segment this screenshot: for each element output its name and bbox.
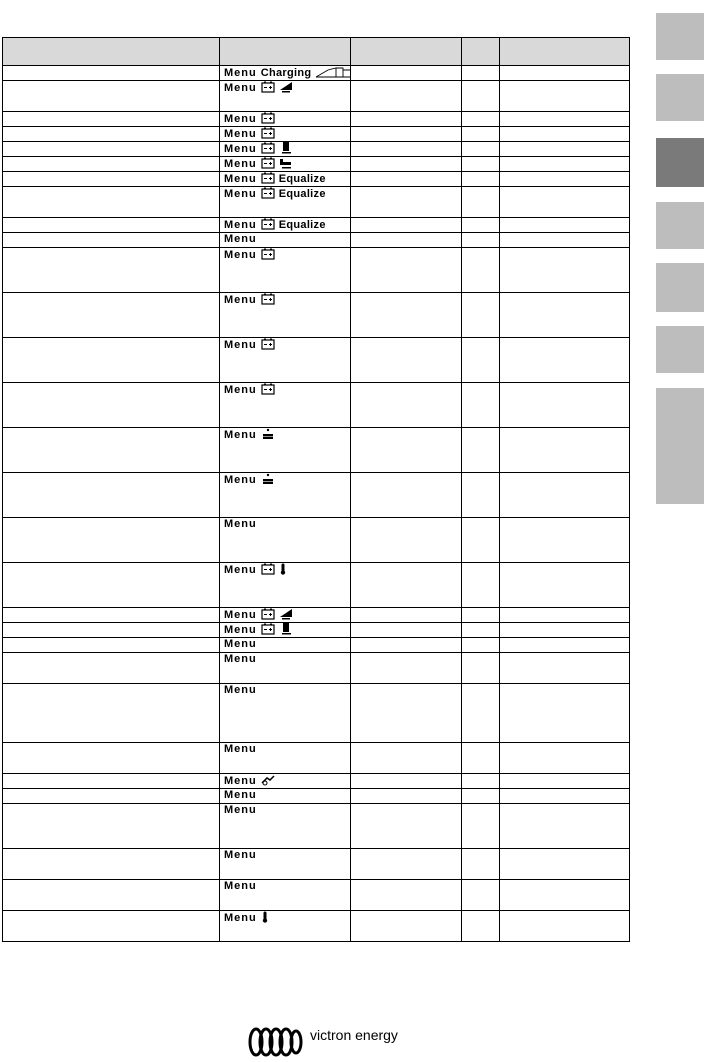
- solar-panel-icon: [261, 473, 275, 485]
- menu-path-cell: [220, 428, 351, 473]
- default-cell: [351, 684, 462, 743]
- battery-icon: [261, 187, 275, 199]
- menu-path-cell: [220, 849, 351, 880]
- default-cell: [351, 789, 462, 804]
- range-cell: [500, 112, 630, 127]
- unit-cell: [462, 293, 500, 338]
- description-cell: [3, 849, 220, 880]
- range-cell: [500, 293, 630, 338]
- menu-extra-label: Charging: [260, 67, 312, 79]
- range-cell: [500, 911, 630, 942]
- range-cell: [500, 789, 630, 804]
- table-row: [3, 293, 630, 338]
- table-row: [3, 248, 630, 293]
- unit-cell: [462, 112, 500, 127]
- menu-label: Menu: [224, 789, 257, 801]
- battery-icon: [261, 142, 275, 154]
- table-row: [3, 608, 630, 623]
- description-cell: [3, 187, 220, 218]
- description-cell: [3, 473, 220, 518]
- range-cell: [500, 638, 630, 653]
- default-cell: [351, 233, 462, 248]
- range-cell: [500, 218, 630, 233]
- table-row: [3, 142, 630, 157]
- default-cell: [351, 638, 462, 653]
- menu-path-cell: [220, 684, 351, 743]
- description-cell: [3, 623, 220, 638]
- float-icon: [279, 157, 293, 169]
- menu-label: Menu: [224, 143, 257, 155]
- description-cell: [3, 127, 220, 142]
- menu-label: Menu: [224, 384, 257, 396]
- bulk-icon: [279, 608, 293, 620]
- table-row: [3, 383, 630, 428]
- range-cell: [500, 81, 630, 112]
- menu-label: Menu: [224, 158, 257, 170]
- default-cell: [351, 383, 462, 428]
- default-cell: [351, 172, 462, 187]
- menu-label: Menu: [224, 775, 257, 787]
- table-row: [3, 743, 630, 774]
- range-cell: [500, 743, 630, 774]
- description-cell: [3, 142, 220, 157]
- unit-cell: [462, 81, 500, 112]
- table-row: [3, 880, 630, 911]
- default-cell: [351, 563, 462, 608]
- default-cell: [351, 81, 462, 112]
- battery-icon: [261, 383, 275, 395]
- battery-icon: [261, 338, 275, 350]
- menu-path-cell: [220, 127, 351, 142]
- battery-icon: [261, 81, 275, 93]
- menu-label: Menu: [224, 638, 257, 650]
- battery-icon: [261, 127, 275, 139]
- description-cell: [3, 638, 220, 653]
- range-cell: [500, 248, 630, 293]
- default-cell: [351, 608, 462, 623]
- side-tab-6: [656, 326, 704, 373]
- table-row: [3, 157, 630, 172]
- menu-label: Menu: [224, 880, 257, 892]
- battery-icon: [261, 218, 275, 230]
- menu-label: Menu: [224, 173, 257, 185]
- menu-extra-label: Equalize: [278, 188, 326, 200]
- table-row: [3, 911, 630, 942]
- default-cell: [351, 804, 462, 849]
- table-row: [3, 218, 630, 233]
- default-cell: [351, 774, 462, 789]
- menu-path-cell: [220, 804, 351, 849]
- unit-cell: [462, 218, 500, 233]
- default-cell: [351, 653, 462, 684]
- range-cell: [500, 804, 630, 849]
- default-cell: [351, 142, 462, 157]
- table-row: [3, 233, 630, 248]
- side-tab-1: [656, 13, 704, 60]
- menu-label: Menu: [224, 188, 257, 200]
- menu-path-cell: [220, 789, 351, 804]
- menu-path-cell: [220, 623, 351, 638]
- unit-cell: [462, 338, 500, 383]
- side-tab-4: [656, 202, 704, 249]
- unit-cell: [462, 608, 500, 623]
- unit-cell: [462, 518, 500, 563]
- battery-icon: [261, 112, 275, 124]
- menu-path-cell: [220, 473, 351, 518]
- menu-label: Menu: [224, 743, 257, 755]
- side-tab-3: [656, 138, 704, 187]
- default-cell: [351, 157, 462, 172]
- battery-icon: [261, 157, 275, 169]
- brand-name: victron energy: [310, 1027, 398, 1043]
- menu-path-cell: [220, 743, 351, 774]
- description-cell: [3, 608, 220, 623]
- menu-path-cell: [220, 172, 351, 187]
- table-row: [3, 518, 630, 563]
- menu-label: Menu: [224, 624, 257, 636]
- description-cell: [3, 774, 220, 789]
- relay-icon: [261, 774, 275, 786]
- solar-panel-icon: [261, 428, 275, 440]
- description-cell: [3, 743, 220, 774]
- range-cell: [500, 608, 630, 623]
- range-cell: [500, 653, 630, 684]
- menu-label: Menu: [224, 804, 257, 816]
- bulk-icon: [279, 81, 293, 93]
- table-row: [3, 112, 630, 127]
- range-cell: [500, 563, 630, 608]
- range-cell: [500, 623, 630, 638]
- menu-label: Menu: [224, 684, 257, 696]
- table-row: [3, 684, 630, 743]
- menu-path-cell: [220, 66, 351, 81]
- description-cell: [3, 172, 220, 187]
- menu-label: Menu: [224, 564, 257, 576]
- table-row: [3, 653, 630, 684]
- default-cell: [351, 66, 462, 81]
- default-cell: [351, 473, 462, 518]
- description-cell: [3, 911, 220, 942]
- side-tab-7: [656, 388, 704, 504]
- table-row: [3, 172, 630, 187]
- unit-cell: [462, 623, 500, 638]
- description-cell: [3, 293, 220, 338]
- menu-path-cell: [220, 774, 351, 789]
- menu-label: Menu: [224, 128, 257, 140]
- footer-logo: [246, 1026, 416, 1058]
- description-cell: [3, 338, 220, 383]
- unit-cell: [462, 804, 500, 849]
- unit-cell: [462, 684, 500, 743]
- unit-cell: [462, 911, 500, 942]
- menu-path-cell: [220, 338, 351, 383]
- table-row: [3, 66, 630, 81]
- menu-label: Menu: [224, 609, 257, 621]
- table-row: [3, 849, 630, 880]
- header-cell-range: [500, 38, 630, 66]
- menu-path-cell: [220, 653, 351, 684]
- range-cell: [500, 66, 630, 81]
- description-cell: [3, 81, 220, 112]
- battery-icon: [261, 608, 275, 620]
- range-cell: [500, 383, 630, 428]
- range-cell: [500, 774, 630, 789]
- range-cell: [500, 518, 630, 563]
- menu-path-cell: [220, 233, 351, 248]
- range-cell: [500, 233, 630, 248]
- range-cell: [500, 157, 630, 172]
- description-cell: [3, 112, 220, 127]
- default-cell: [351, 112, 462, 127]
- description-cell: [3, 157, 220, 172]
- side-tab-5: [656, 263, 704, 312]
- description-cell: [3, 518, 220, 563]
- menu-path-cell: [220, 157, 351, 172]
- table-row: [3, 804, 630, 849]
- table-row: [3, 563, 630, 608]
- menu-extra-label: Equalize: [278, 219, 326, 231]
- range-cell: [500, 473, 630, 518]
- default-cell: [351, 187, 462, 218]
- menu-label: Menu: [224, 219, 257, 231]
- table-row: [3, 623, 630, 638]
- menu-path-cell: [220, 608, 351, 623]
- description-cell: [3, 248, 220, 293]
- default-cell: [351, 623, 462, 638]
- range-cell: [500, 127, 630, 142]
- range-cell: [500, 880, 630, 911]
- default-cell: [351, 911, 462, 942]
- side-tab-2: [656, 74, 704, 121]
- description-cell: [3, 789, 220, 804]
- unit-cell: [462, 653, 500, 684]
- menu-path-cell: [220, 518, 351, 563]
- unit-cell: [462, 638, 500, 653]
- menu-path-cell: [220, 383, 351, 428]
- unit-cell: [462, 774, 500, 789]
- unit-cell: [462, 187, 500, 218]
- menu-label: Menu: [224, 113, 257, 125]
- default-cell: [351, 293, 462, 338]
- menu-label: Menu: [224, 429, 257, 441]
- header-cell-default: [351, 38, 462, 66]
- description-cell: [3, 233, 220, 248]
- table-row: [3, 81, 630, 112]
- default-cell: [351, 518, 462, 563]
- battery-icon: [261, 293, 275, 305]
- menu-path-cell: [220, 911, 351, 942]
- description-cell: [3, 804, 220, 849]
- description-cell: [3, 684, 220, 743]
- description-cell: [3, 428, 220, 473]
- menu-path-cell: [220, 638, 351, 653]
- menu-label: Menu: [224, 233, 257, 245]
- unit-cell: [462, 66, 500, 81]
- unit-cell: [462, 157, 500, 172]
- unit-cell: [462, 172, 500, 187]
- table-row: [3, 187, 630, 218]
- description-cell: [3, 563, 220, 608]
- battery-icon: [261, 172, 275, 184]
- table-row: [3, 789, 630, 804]
- menu-label: Menu: [224, 339, 257, 351]
- menu-path-cell: [220, 142, 351, 157]
- absorption-icon: [279, 623, 293, 635]
- battery-icon: [261, 248, 275, 260]
- description-cell: [3, 218, 220, 233]
- unit-cell: [462, 248, 500, 293]
- menu-label: Menu: [224, 518, 257, 530]
- menu-path-cell: [220, 293, 351, 338]
- menu-path-cell: [220, 880, 351, 911]
- battery-icon: [261, 623, 275, 635]
- menu-label: Menu: [224, 294, 257, 306]
- table-row: [3, 473, 630, 518]
- default-cell: [351, 127, 462, 142]
- menu-label: Menu: [224, 849, 257, 861]
- menu-label: Menu: [224, 653, 257, 665]
- table-row: [3, 638, 630, 653]
- menu-label: Menu: [224, 249, 257, 261]
- charge-curve-icon: [315, 66, 350, 78]
- range-cell: [500, 684, 630, 743]
- table-row: [3, 127, 630, 142]
- unit-cell: [462, 473, 500, 518]
- default-cell: [351, 849, 462, 880]
- range-cell: [500, 142, 630, 157]
- default-cell: [351, 743, 462, 774]
- description-cell: [3, 383, 220, 428]
- description-cell: [3, 880, 220, 911]
- table-header-row: [3, 38, 630, 66]
- default-cell: [351, 218, 462, 233]
- menu-label: Menu: [224, 67, 257, 79]
- range-cell: [500, 428, 630, 473]
- header-cell-menu: [220, 38, 351, 66]
- table-row: [3, 428, 630, 473]
- description-cell: [3, 66, 220, 81]
- menu-path-cell: [220, 218, 351, 233]
- default-cell: [351, 248, 462, 293]
- thermometer-icon: [279, 563, 287, 575]
- menu-path-cell: [220, 112, 351, 127]
- range-cell: [500, 338, 630, 383]
- unit-cell: [462, 563, 500, 608]
- description-cell: [3, 653, 220, 684]
- default-cell: [351, 338, 462, 383]
- unit-cell: [462, 383, 500, 428]
- menu-path-cell: [220, 187, 351, 218]
- default-cell: [351, 880, 462, 911]
- table-row: [3, 774, 630, 789]
- absorption-icon: [279, 142, 293, 154]
- range-cell: [500, 187, 630, 218]
- menu-path-cell: [220, 563, 351, 608]
- settings-table: [2, 37, 630, 942]
- menu-label: Menu: [224, 912, 257, 924]
- table-row: [3, 338, 630, 383]
- unit-cell: [462, 428, 500, 473]
- menu-extra-label: Equalize: [278, 173, 326, 185]
- unit-cell: [462, 789, 500, 804]
- thermometer-icon: [261, 911, 269, 923]
- unit-cell: [462, 743, 500, 774]
- unit-cell: [462, 127, 500, 142]
- victron-logo-icon: [246, 1026, 304, 1058]
- range-cell: [500, 172, 630, 187]
- menu-path-cell: [220, 248, 351, 293]
- range-cell: [500, 849, 630, 880]
- unit-cell: [462, 849, 500, 880]
- header-cell-description: [3, 38, 220, 66]
- header-cell-unit: [462, 38, 500, 66]
- menu-label: Menu: [224, 474, 257, 486]
- unit-cell: [462, 880, 500, 911]
- unit-cell: [462, 142, 500, 157]
- battery-icon: [261, 563, 275, 575]
- table-body: [3, 66, 630, 942]
- default-cell: [351, 428, 462, 473]
- menu-path-cell: [220, 81, 351, 112]
- menu-label: Menu: [224, 82, 257, 94]
- unit-cell: [462, 233, 500, 248]
